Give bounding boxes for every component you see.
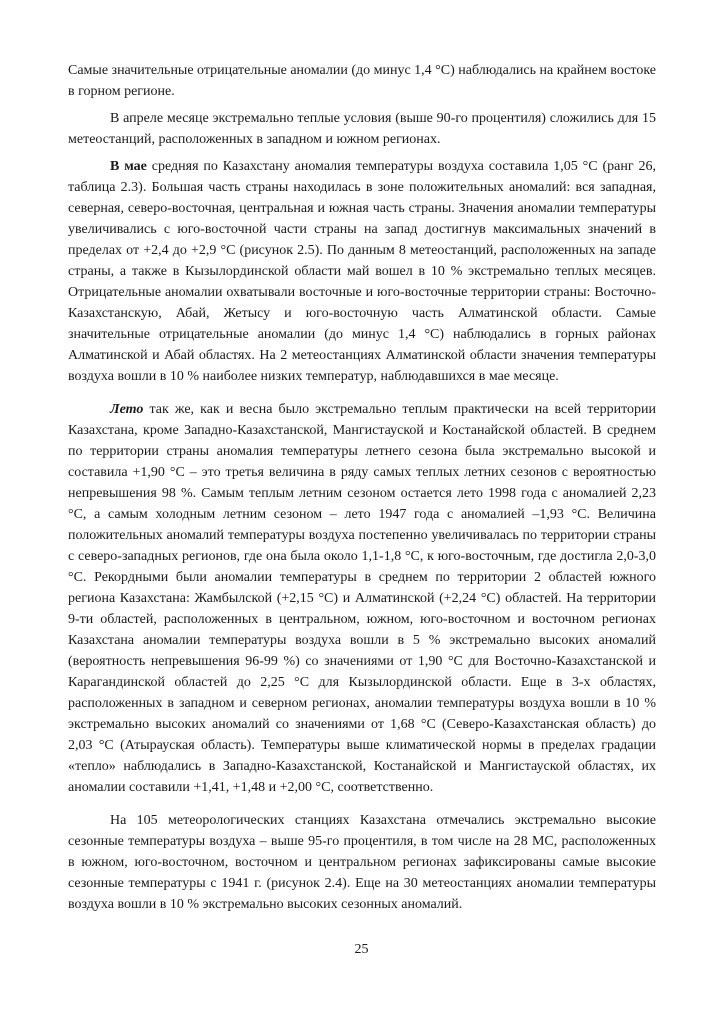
paragraph-text: так же, как и весна было экстремально теплым практически на всей территории Казахстана, кроме Западно-Казахстанской, Мангистауской и Костанайской областей. В среднем по территории страны аномалия температуры летнего сезона была экстремально высокой и составила +1,90 °С – это третья величина в ряду самых теплых летних сезонов с вероятностью непревышения 98 %. Самым теплым летним сезоном остается лето 1998 года с аномалией 2,23 °С, а самым холодным летним сезоном – лето 1947 года с аномалией –1,93 °С. Величина положительных аномалий температуры воздуха постепенно увеличивалась по территории страны с северо-западных регионов, где она была около 1,1-1,8 °С, к юго-восточным, где достигла 2,0-3,0 °С. Рекордными были аномалии температуры в среднем по территории 2 областей южного региона Казахстана: Жамбылской (+2,15 °С) и Алматинской (+2,24 °С) областей. На территории 9-ти областей, расположенных в центральном, южном, юго-восточном и восточном регионах Казахстана аномалии температуры воздуха вошли в 5 % экстремально высоких аномалий (вероятность непревышения 96-99 %) со значениями от 1,90 °С для Восточно-Казахстанской и Карагандинской областей до 2,25 °С для Кызылординской области. Еще в 3-х областях, расположенных в западном и северном регионах, аномалии температуры воздуха вошли в 10 % экстремально высоких аномалий со значениями от 1,68 °С (Северо-Казахстанская область) до 2,03 °С (Атырауская область). Температуры выше климатической нормы в пределах градации «тепло» наблюдались в Западно-Казахстанской, Костанайской и Мангистауской областях, их аномалии составили +1,41, +1,48 и +2,00 °С, соответственно. (68, 402, 656, 795)
paragraph-text: В апреле месяце экстремально теплые условия (выше 90-го процентиля) сложились для 15 метеостанций, расположенных в западном и южном регионах. (68, 111, 656, 147)
paragraph-april-extreme-warm (68, 108, 656, 150)
paragraph-lead-summer: Лето (110, 402, 144, 417)
paragraph-stations (68, 810, 656, 915)
document-body (68, 60, 656, 915)
paragraph-may (68, 156, 656, 387)
paragraph-text: На 105 метеорологических станциях Казахстана отмечались экстремально высокие сезонные температуры воздуха – выше 95-го процентиля, в том числе на 28 МС, расположенных в южном, юго-восточном, восточном и центральном регионах зафиксированы самые высокие сезонные температуры с 1941 г. (рисунок 2.4). Еще на 30 метеостанциях аномалии температуры воздуха вошли в 10 % экстремально высоких сезонных аномалий. (68, 813, 656, 912)
paragraph-april-negative-anomalies (68, 60, 656, 102)
paragraph-lead-may: В мае (110, 159, 147, 174)
paragraph-text: средняя по Казахстану аномалия температуры воздуха составила 1,05 °С (ранг 26, таблица 2.3). Большая часть страны находилась в зоне положительных аномалий: вся западная, северная, северо-восточная, центральная и южная часть страны. Значения аномалии температуры увеличивались с юго-восточной части страны на запад достигнув максимальных значений в пределах от +2,4 до +2,9 °С (рисунок 2.5). По данным 8 метеостанций, расположенных на западе страны, а также в Кызылординской области май вошел в 10 % экстремально теплых месяцев. Отрицательные аномалии охватывали восточные и юго-восточные территории страны: Восточно-Казахстанскую, Абай, Жетысу и юго-восточную часть Алматинской области. Самые значительные отрицательные аномалии (до минус 1,4 °С) наблюдались в горных районах Алматинской и Абай областях. На 2 метеостанциях Алматинской области значения температуры воздуха вошли в 10 % наиболее низких температур, наблюдавшихся в мае месяце. (68, 159, 656, 384)
paragraph-text: Самые значительные отрицательные аномалии (до минус 1,4 °С) наблюдались на крайнем востоке в горном регионе. (68, 63, 656, 99)
paragraph-summer (68, 399, 656, 798)
page-number: 25 (354, 942, 369, 957)
